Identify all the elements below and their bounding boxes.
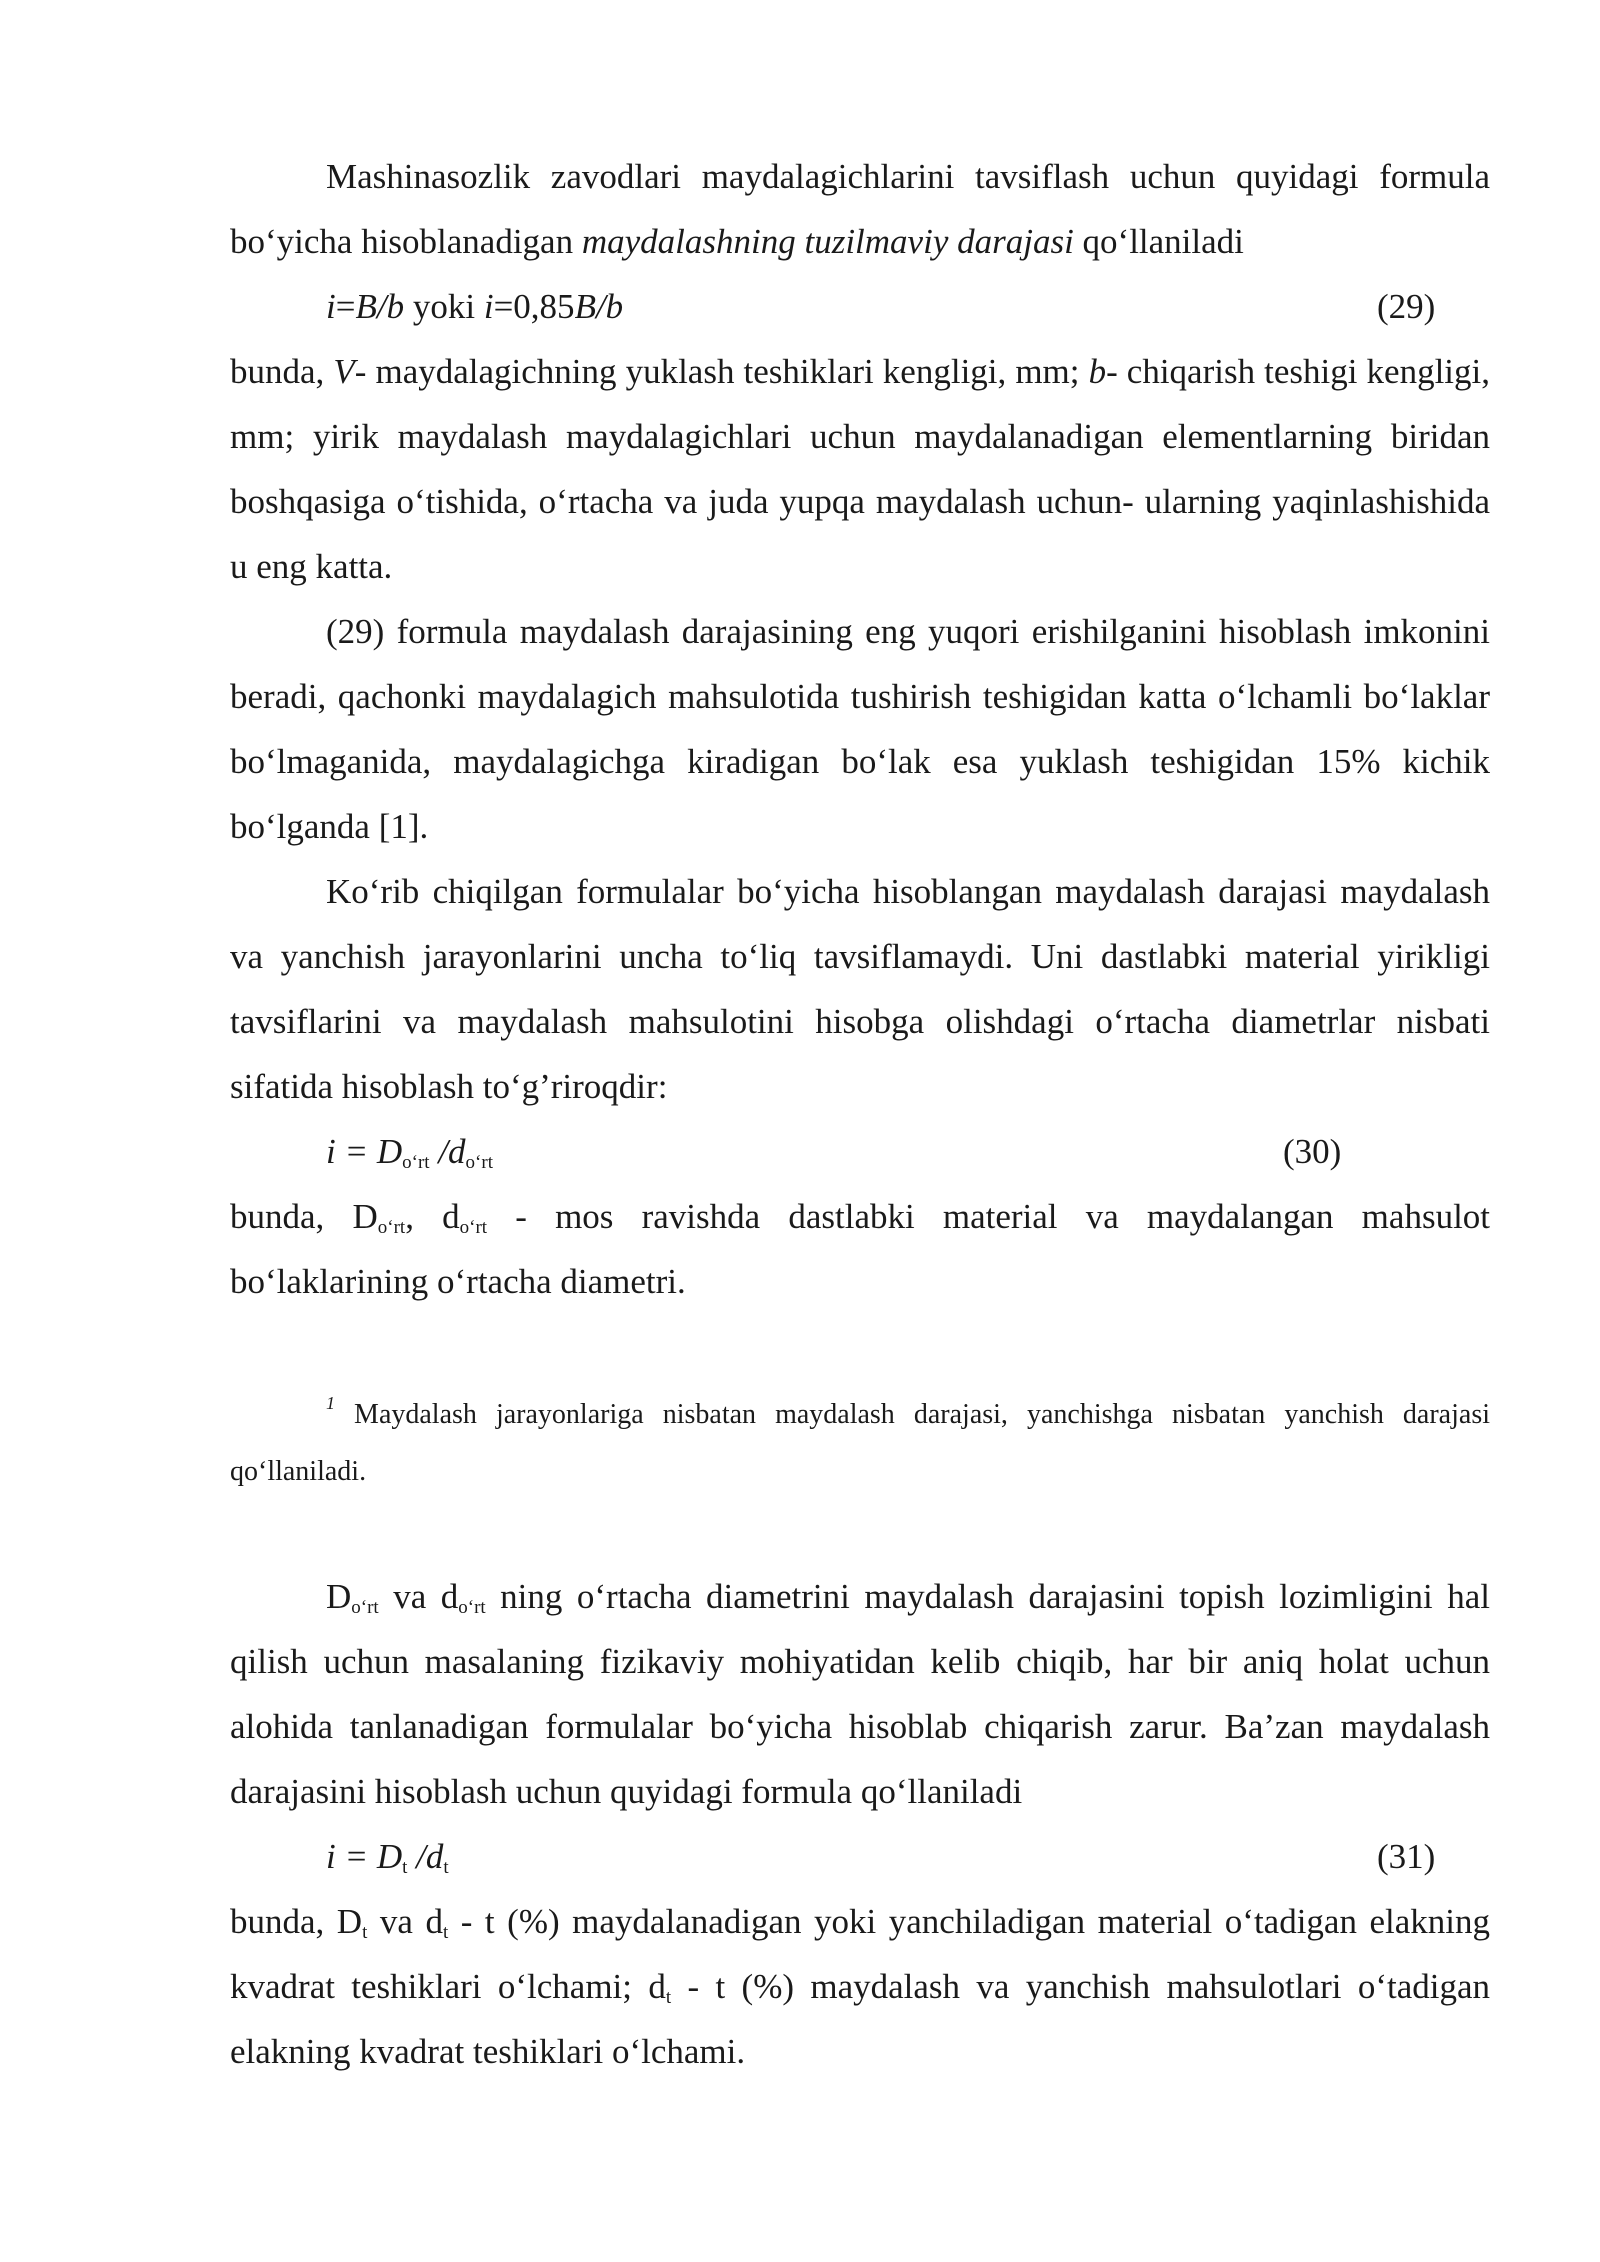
paragraph-diameters: bunda, $D_{o‘rt}$, $d_{o‘rt}$ - mos ravishda dastlabki material va maydalangan mahsulot bo‘laklarining o‘rtacha diametri. <box>230 1197 1491 1301</box>
equation-number-31: (31) <box>1377 1837 1436 1876</box>
equation-30: $i = D_{o‘rt}$ $/d_{o‘rt}$ <box>326 1132 493 1173</box>
paragraph-definitions: bunda, V- maydalagichning yuklash teshiklari kengligi, mm; b- chiqarish teshigi kengligi, mm; yirik maydalash maydalagichlari uchun maydalanadigan elementlarning biridan boshqasiga o‘tishida, o‘rtacha va juda yupqa maydalash uchun- ularning yaqinlashishida u eng katta. <box>230 352 1490 586</box>
paragraph-formula-29: (29) formula maydalash darajasining eng yuqori erishilganini hisoblash imkonini beradi, qachonki maydalagich mahsulotida tushirish teshigidan katta o‘lchamli bo‘laklar bo‘lmaganida, maydalagichga kiradigan bo‘lak esa yuklash teshigidan 15% kichik bo‘lganda [1]. <box>230 612 1490 846</box>
footnote-mark: 1 <box>326 1393 335 1413</box>
equation-29: i=B/b yoki i=0,85B/b <box>326 287 624 326</box>
equation-number-30: (30) <box>1283 1132 1342 1171</box>
paragraph-sieve: bunda, $D_t$ va $d_t$ - t (%) maydalanadigan yoki yanchiladigan material o‘tadigan elakning kvadrat teshiklari o‘lchami; $d_t$ - t (%) maydalash va yanchish mahsulotlari o‘tadigan elakning kvadrat teshiklari o‘lchami. <box>230 1902 1491 2071</box>
paragraph-intro: Mashinasozlik zavodlari maydalagichlarini tavsiflash uchun quyidagi formula bo‘yicha hisoblanadigan maydalashning tuzilmaviy darajasi qo‘llaniladi <box>230 157 1490 261</box>
footnote: $^1$ Maydalash jarayonlariga nisbatan maydalash darajasi, yanchishga nisbatan yanchish darajasi qo‘llaniladi. <box>230 1393 1490 1487</box>
term-emphasis: maydalashning tuzilmaviy darajasi <box>581 222 1074 261</box>
equation-number-29: (29) <box>1377 287 1436 326</box>
paragraph-average-diameter: $D_{o‘rt}$ va $d_{o‘rt}$ ning o‘rtacha diametrini maydalash darajasini topish lozimligini hal qilish uchun masalaning fizikaviy mohiyatidan kelib chiqib, har bir aniq holat uchun alohida tanlanadigan formulalar bo‘yicha hisoblab chiqarish zarur. Ba’zan maydalash darajasini hisoblash uchun quyidagi formula qo‘llaniladi <box>230 1577 1490 1811</box>
paragraph-review: Ko‘rib chiqilgan formulalar bo‘yicha hisoblangan maydalash darajasi maydalash va yanchish jarayonlarini uncha to‘liq tavsiflamaydi. Uni dastlabki material yirikligi tavsiflarini va maydalash mahsulotini hisobga olishdagi o‘rtacha diametrlar nisbati sifatida hisoblash to‘g’riroqdir: <box>230 872 1490 1106</box>
equation-31: $i = D_t$ $/d_t$ <box>326 1837 449 1878</box>
